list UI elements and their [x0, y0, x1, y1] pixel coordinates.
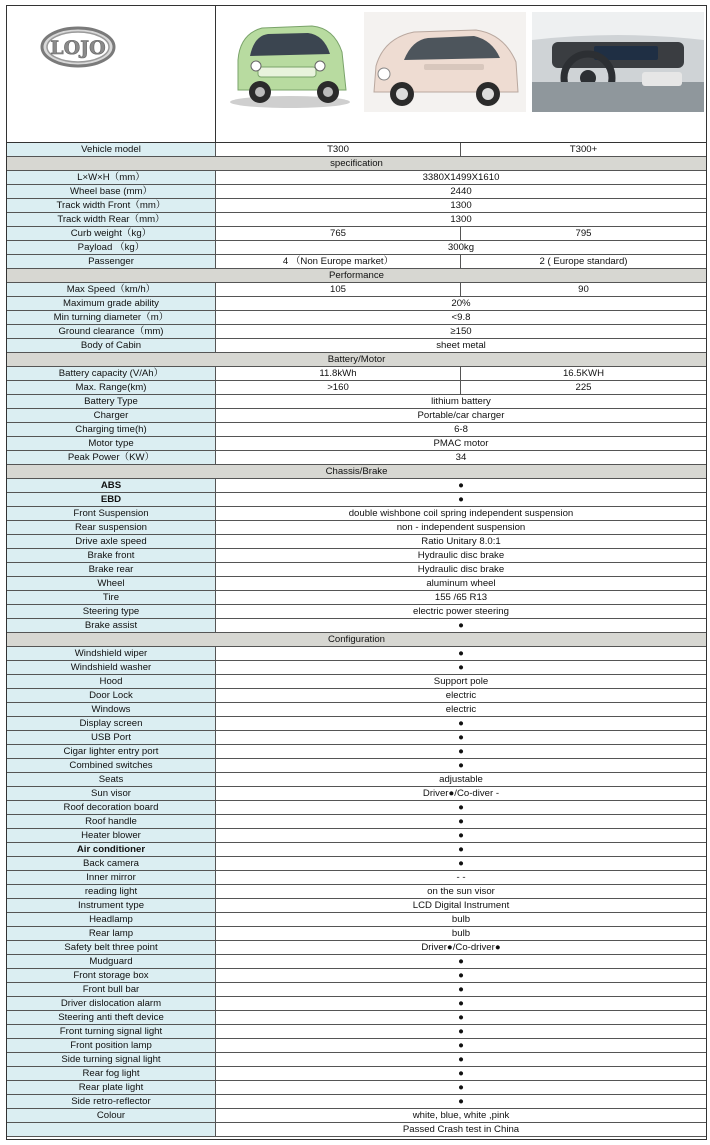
row-value-t300plus: 795: [575, 228, 592, 239]
row-value: Support pole: [433, 676, 489, 687]
row-label: Maximum grade ability: [7, 297, 216, 310]
table-row: [7, 479, 706, 493]
table-row: [7, 759, 706, 773]
row-value: Passed Crash test in China: [402, 1124, 520, 1135]
table-row: [7, 395, 706, 409]
row-label: Wheel base (mm）: [7, 185, 216, 198]
table-row: [7, 535, 706, 549]
row-value: ≥150: [450, 326, 472, 337]
row-value: 1300: [450, 200, 472, 211]
row-value: white, blue, white ,pink: [412, 1110, 510, 1121]
table-row: [7, 1053, 706, 1067]
interior-photo: [532, 12, 704, 112]
row-label: reading light: [7, 885, 216, 898]
section-header: Configuration: [7, 633, 706, 647]
row-label: Front turning signal light: [7, 1025, 216, 1038]
table-row: [7, 409, 706, 423]
row-value: Driver●/Co-driver●: [421, 942, 501, 953]
pink-car-photo: [364, 12, 526, 112]
table-row: [7, 689, 706, 703]
row-label: EBD: [7, 493, 216, 506]
row-value: ●: [458, 732, 464, 743]
row-label: Wheel: [7, 577, 216, 590]
table-row: [7, 941, 706, 955]
table-row: [7, 577, 706, 591]
table-row: [7, 745, 706, 759]
row-label: Charging time(h): [7, 423, 216, 436]
table-row: [7, 437, 706, 451]
row-value: ●: [458, 718, 464, 729]
table-row: [7, 241, 706, 255]
row-label: Driver dislocation alarm: [7, 997, 216, 1010]
row-label: Ground clearance（mm): [7, 325, 216, 338]
table-row: [7, 1011, 706, 1025]
row-label: Windshield washer: [7, 661, 216, 674]
row-value: 20%: [451, 298, 471, 309]
row-label: Windshield wiper: [7, 647, 216, 660]
table-row: [7, 591, 706, 605]
row-value: ●: [458, 662, 464, 673]
table-row: [7, 1095, 706, 1109]
table-row: [7, 731, 706, 745]
row-value: adjustable: [439, 774, 483, 785]
table-row: [7, 521, 706, 535]
row-value-t300plus: 16.5KWH: [562, 368, 605, 379]
table-row: [7, 1025, 706, 1039]
row-label: L×W×H（mm）: [7, 171, 216, 184]
row-value: 1300: [450, 214, 472, 225]
table-row: [7, 815, 706, 829]
row-value-t300: 4 （Non Europe market）: [216, 255, 461, 268]
row-label: Brake front: [7, 549, 216, 562]
row-label: Track width Rear（mm）: [7, 213, 216, 226]
table-row: [7, 1067, 706, 1081]
table-row: [7, 1039, 706, 1053]
row-value: 3380X1499X1610: [422, 172, 500, 183]
row-label: Cigar lighter entry port: [7, 745, 216, 758]
row-label: Windows: [7, 703, 216, 716]
row-value: ●: [458, 1012, 464, 1023]
row-value: ●: [458, 970, 464, 981]
table-row: [7, 801, 706, 815]
table-row: [7, 171, 706, 185]
table-row: [7, 1123, 706, 1137]
table-row: [7, 997, 706, 1011]
logo-text: LOJO: [50, 37, 106, 59]
section-header: Performance: [7, 269, 706, 283]
row-label: Peak Power（KW）: [7, 451, 216, 464]
table-row: [7, 297, 706, 311]
row-label: Max. Range(km): [7, 381, 216, 394]
table-row: [7, 717, 706, 731]
row-value: ●: [458, 648, 464, 659]
table-row: [7, 227, 706, 241]
row-value: ●: [458, 956, 464, 967]
row-value: Ratio Unitary 8.0:1: [421, 536, 501, 547]
row-label: Curb weight（kg）: [7, 227, 216, 240]
table-row: [7, 885, 706, 899]
table-row: [7, 367, 706, 381]
row-value: ●: [458, 1054, 464, 1065]
row-value: Driver●/Co-diver -: [422, 788, 500, 799]
row-value: ●: [458, 1068, 464, 1079]
logo-cell: [7, 6, 216, 142]
table-row: [7, 143, 706, 157]
table-row: [7, 899, 706, 913]
row-label: Safety belt three point: [7, 941, 216, 954]
row-value: ●: [458, 480, 464, 491]
row-value: 2440: [450, 186, 472, 197]
row-value: - -: [456, 872, 466, 883]
row-value: lithium battery: [431, 396, 491, 407]
row-value-t300: 765: [216, 227, 461, 240]
row-value: electric: [445, 690, 477, 701]
table-row: [7, 423, 706, 437]
section-header: specification: [7, 157, 706, 171]
table-row: [7, 913, 706, 927]
row-label: Front Suspension: [7, 507, 216, 520]
table-row: [7, 843, 706, 857]
row-label: Seats: [7, 773, 216, 786]
row-label: [7, 1123, 216, 1136]
row-value: ●: [458, 1026, 464, 1037]
table-row: [7, 507, 706, 521]
table-row: [7, 199, 706, 213]
row-value: 155 /65 R13: [434, 592, 488, 603]
row-label: Drive axle speed: [7, 535, 216, 548]
row-label: Rear plate light: [7, 1081, 216, 1094]
row-value: double wishbone coil spring independent suspension: [348, 508, 574, 519]
table-row: [7, 927, 706, 941]
row-label: Steering anti theft device: [7, 1011, 216, 1024]
row-value: ●: [458, 1040, 464, 1051]
row-value: 34: [455, 452, 467, 463]
row-label: Air conditioner: [7, 843, 216, 856]
row-label: Battery capacity (V/Ah）: [7, 367, 216, 380]
table-row: [7, 311, 706, 325]
row-label: Combined switches: [7, 759, 216, 772]
table-row: [7, 1081, 706, 1095]
row-value: 300kg: [447, 242, 475, 253]
row-label: Roof decoration board: [7, 801, 216, 814]
row-label: Rear fog light: [7, 1067, 216, 1080]
table-row: [7, 1109, 706, 1123]
row-value: ●: [458, 830, 464, 841]
row-label: USB Port: [7, 731, 216, 744]
row-value: ●: [458, 802, 464, 813]
row-value: aluminum wheel: [426, 578, 496, 589]
row-label: Battery Type: [7, 395, 216, 408]
table-row: [7, 857, 706, 871]
row-label: Tire: [7, 591, 216, 604]
row-value: bulb: [451, 928, 471, 939]
row-label: Brake rear: [7, 563, 216, 576]
lojo-logo: [7, 6, 216, 142]
row-value: Hydraulic disc brake: [417, 550, 505, 561]
row-value: Portable/car charger: [417, 410, 505, 421]
row-value: ●: [458, 1082, 464, 1093]
row-value: ●: [458, 620, 464, 631]
row-label: Rear suspension: [7, 521, 216, 534]
row-label: Mudguard: [7, 955, 216, 968]
table-row: [7, 983, 706, 997]
row-label: Front bull bar: [7, 983, 216, 996]
row-label: Colour: [7, 1109, 216, 1122]
row-value: ●: [458, 858, 464, 869]
table-row: [7, 619, 706, 633]
row-label: Roof handle: [7, 815, 216, 828]
row-label: Hood: [7, 675, 216, 688]
row-value: ●: [458, 760, 464, 771]
row-label: Back camera: [7, 857, 216, 870]
table-row: [7, 703, 706, 717]
table-row: [7, 213, 706, 227]
row-label: Brake assist: [7, 619, 216, 632]
row-value-t300: T300: [216, 143, 461, 156]
photo-strip: [216, 6, 706, 142]
row-value: ●: [458, 998, 464, 1009]
row-label: Front position lamp: [7, 1039, 216, 1052]
row-label: Instrument type: [7, 899, 216, 912]
header-section: [7, 6, 706, 143]
row-value-t300: 105: [216, 283, 461, 296]
row-label: Body of Cabin: [7, 339, 216, 352]
table-row: [7, 563, 706, 577]
row-value: PMAC motor: [433, 438, 489, 449]
table-row: [7, 787, 706, 801]
row-value: electric power steering: [413, 606, 509, 617]
row-label: ABS: [7, 479, 216, 492]
table-row: [7, 647, 706, 661]
table-row: [7, 325, 706, 339]
row-value-t300plus: 225: [575, 382, 592, 393]
table-row: [7, 493, 706, 507]
table-row: [7, 969, 706, 983]
table-row: [7, 829, 706, 843]
row-value: non - independent suspension: [396, 522, 526, 533]
row-value: electric: [445, 704, 477, 715]
table-row: [7, 955, 706, 969]
row-label: Headlamp: [7, 913, 216, 926]
table-row: [7, 773, 706, 787]
row-value: on the sun visor: [427, 886, 495, 897]
table-row: [7, 661, 706, 675]
row-label: Motor type: [7, 437, 216, 450]
table-row: [7, 339, 706, 353]
row-value: ●: [458, 816, 464, 827]
table-row: [7, 451, 706, 465]
row-label: Sun visor: [7, 787, 216, 800]
table-row: [7, 185, 706, 199]
row-label: Side turning signal light: [7, 1053, 216, 1066]
row-label: Rear lamp: [7, 927, 216, 940]
row-value-t300: >160: [216, 381, 461, 394]
row-label: Max Speed（km/h）: [7, 283, 216, 296]
row-label: Inner mirror: [7, 871, 216, 884]
row-label: Side retro-reflector: [7, 1095, 216, 1108]
row-value-t300: 11.8kWh: [216, 367, 461, 380]
row-label: Passenger: [7, 255, 216, 268]
row-value: LCD Digital Instrument: [412, 900, 510, 911]
row-value: ●: [458, 494, 464, 505]
row-label: Steering type: [7, 605, 216, 618]
row-label: Track width Front（mm）: [7, 199, 216, 212]
row-value: 6-8: [454, 424, 468, 435]
green-car-photo: [220, 12, 358, 112]
row-label: Charger: [7, 409, 216, 422]
row-label: Vehicle model: [7, 143, 216, 156]
row-value-t300plus: T300+: [569, 144, 598, 155]
row-label: Display screen: [7, 717, 216, 730]
row-label: Heater blower: [7, 829, 216, 842]
section-header: Chassis/Brake: [7, 465, 706, 479]
table-row: [7, 605, 706, 619]
table-row: [7, 283, 706, 297]
row-value: Hydraulic disc brake: [417, 564, 505, 575]
table-row: [7, 255, 706, 269]
row-value: ●: [458, 1096, 464, 1107]
row-value: sheet metal: [436, 340, 486, 351]
table-row: [7, 871, 706, 885]
table-row: [7, 549, 706, 563]
section-header: Battery/Motor: [7, 353, 706, 367]
table-row: [7, 381, 706, 395]
row-value-t300plus: 90: [578, 284, 589, 295]
row-label: Front storage box: [7, 969, 216, 982]
table-row: [7, 675, 706, 689]
row-label: Payload （kg）: [7, 241, 216, 254]
row-value: ●: [458, 984, 464, 995]
row-value: bulb: [451, 914, 471, 925]
row-value: ●: [458, 844, 464, 855]
row-value: <9.8: [451, 312, 471, 323]
row-label: Min turning diameter（m）: [7, 311, 216, 324]
row-value-t300plus: 2 ( Europe standard): [539, 256, 628, 267]
row-value: ●: [458, 746, 464, 757]
row-label: Door Lock: [7, 689, 216, 702]
spec-sheet: [6, 5, 707, 1140]
